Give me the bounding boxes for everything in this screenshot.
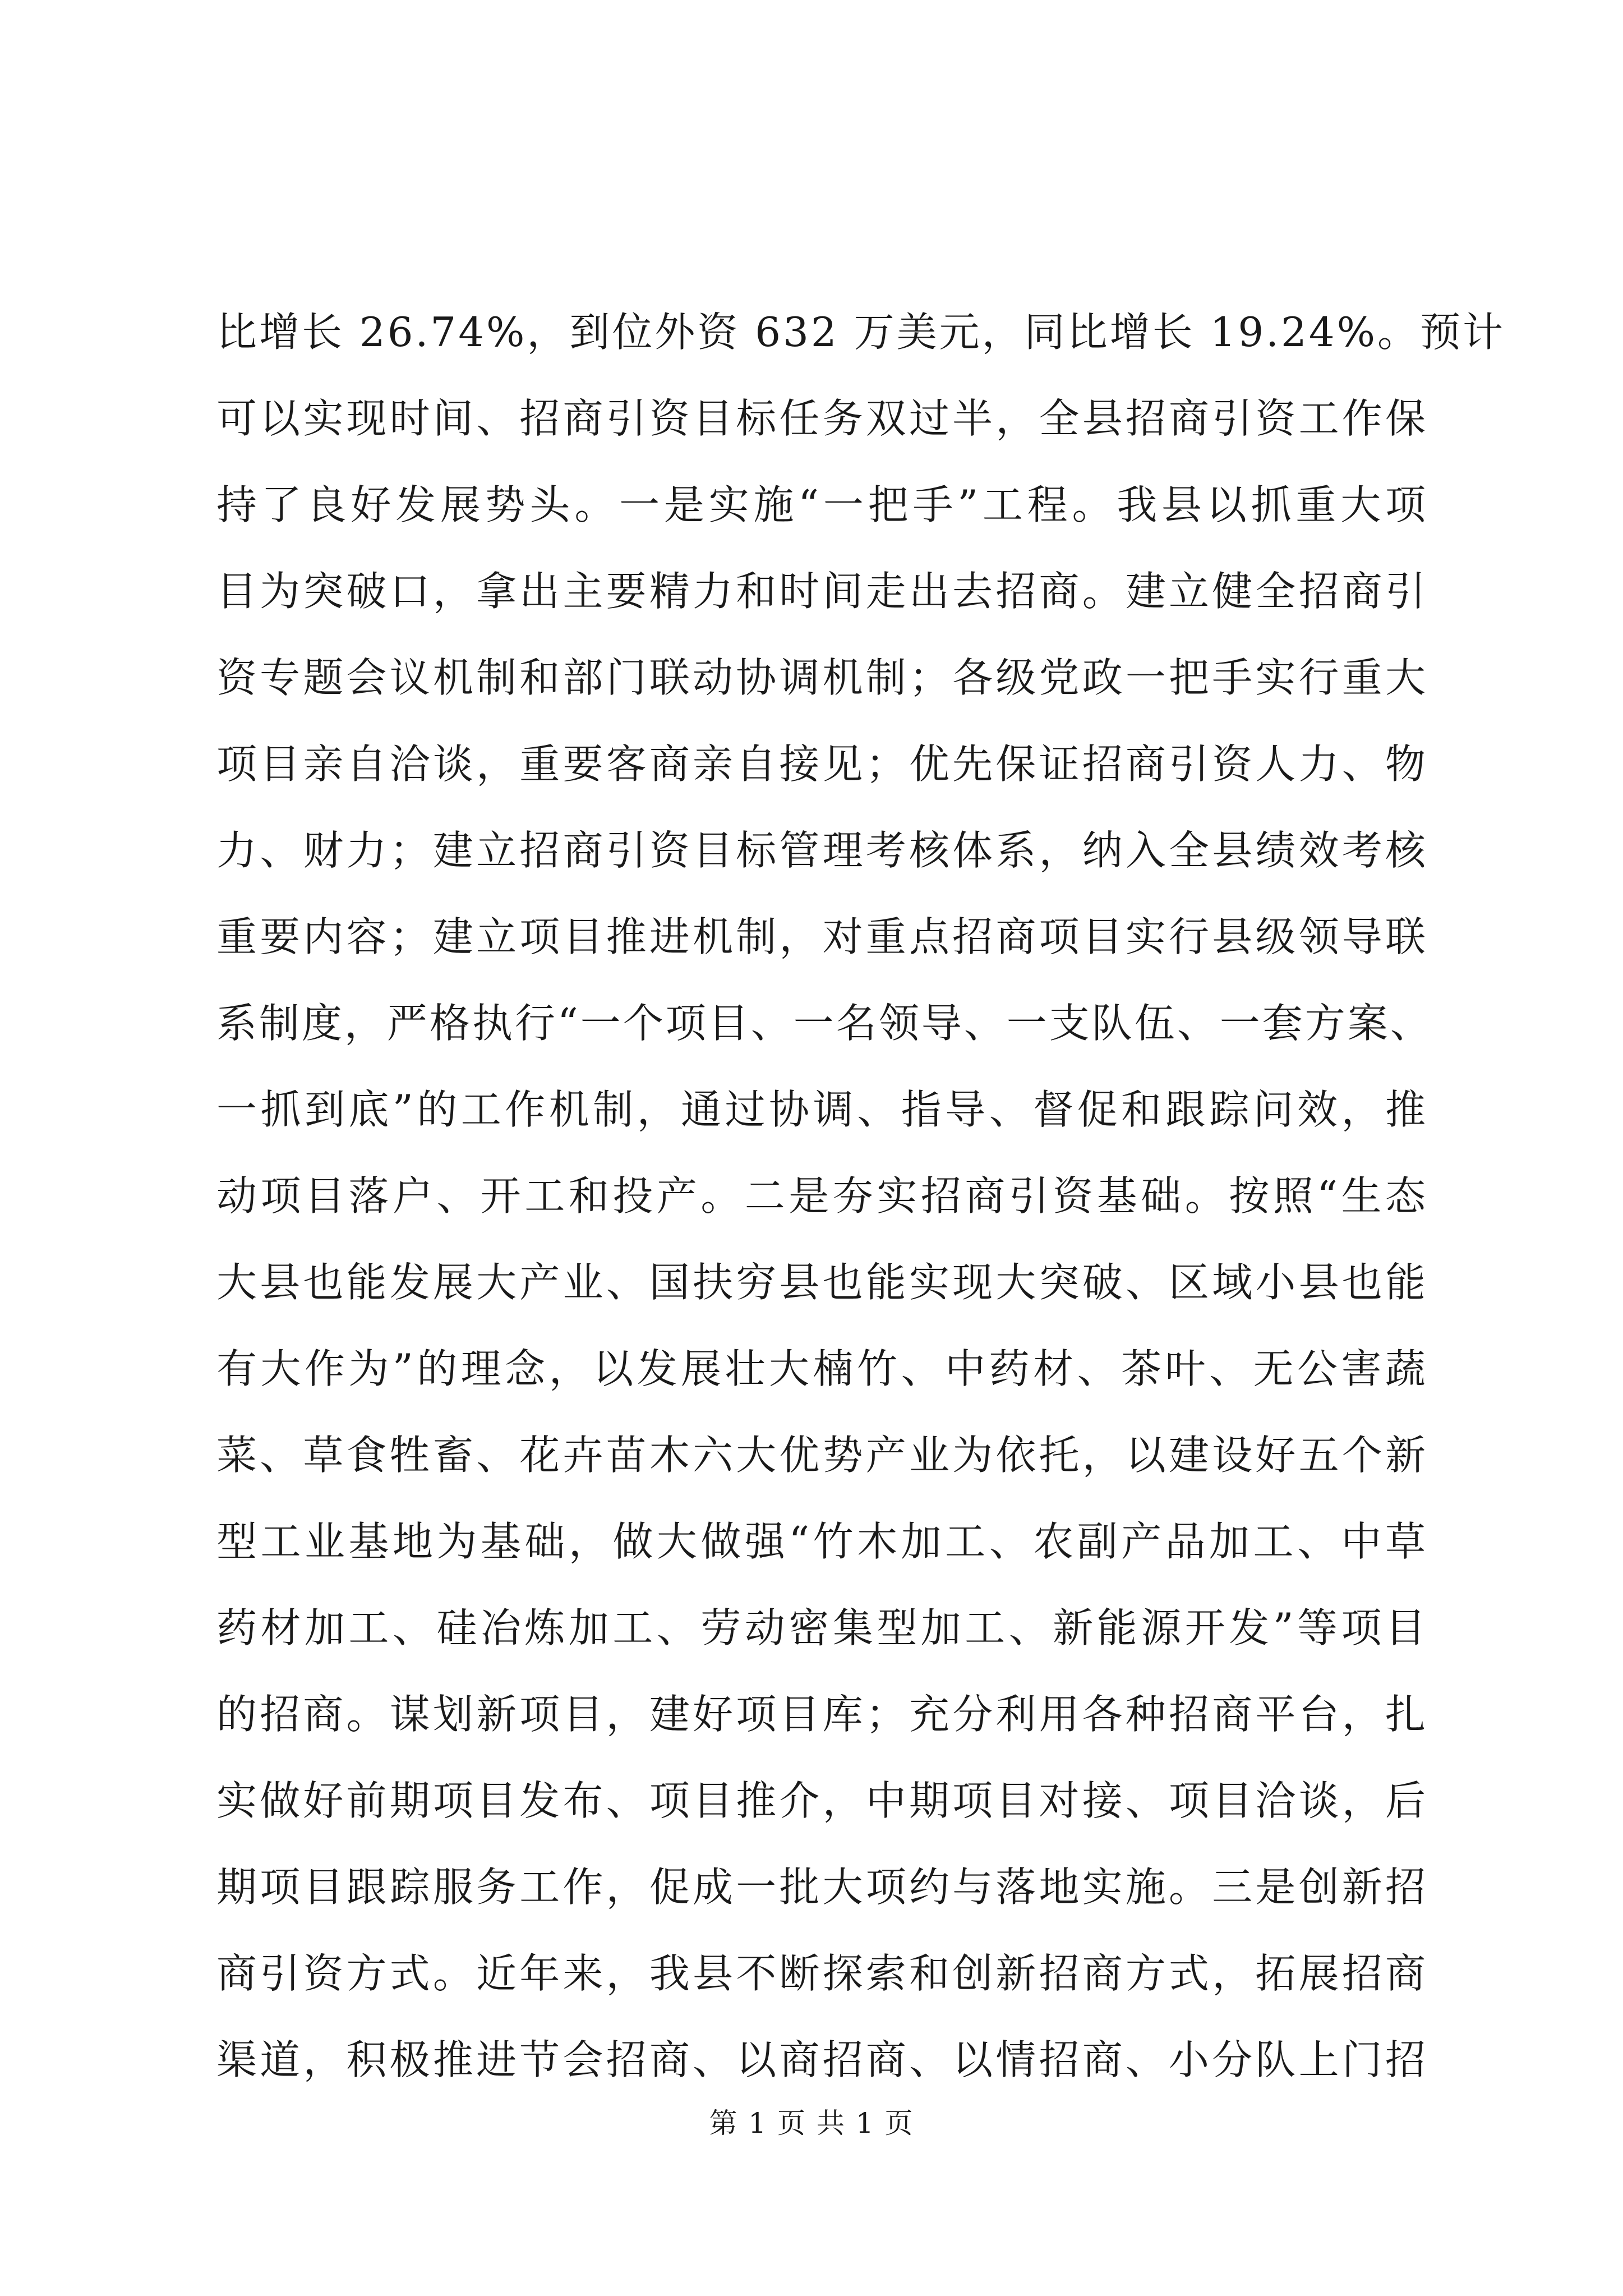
text-line: 的招商。谋划新项目，建好项目库；充分利用各种招商平台，扎 [216, 1691, 1428, 1738]
text-line: 目为突破口，拿出主要精力和时间走出去招商。建立健全招商引 [216, 568, 1428, 615]
text-line: 资专题会议机制和部门联动协调机制；各级党政一把手实行重大 [216, 654, 1428, 701]
page-footer: 第 1 页 共 1 页 [709, 2107, 914, 2139]
text-line: 动项目落户、开工和投产。二是夯实招商引资基础。按照“生态 [216, 1172, 1428, 1220]
text-line: 重要内容；建立项目推进机制，对重点招商项目实行县级领导联 [216, 913, 1428, 960]
text-line: 可以实现时间、招商引资目标任务双过半，全县招商引资工作保 [216, 395, 1428, 442]
body-paragraph [216, 289, 1506, 2103]
text-line: 药材加工、硅冶炼加工、劳动密集型加工、新能源开发”等项目 [216, 1604, 1428, 1651]
text-line: 期项目跟踪服务工作，促成一批大项约与落地实施。三是创新招 [216, 1864, 1428, 1911]
text-line: 实做好前期项目发布、项目推介，中期项目对接、项目洽谈，后 [216, 1777, 1428, 1824]
text-line: 大县也能发展大产业、国扶穷县也能实现大突破、区域小县也能 [216, 1259, 1428, 1306]
text-line: 一抓到底”的工作机制，通过协调、指导、督促和跟踪问效，推 [216, 1086, 1428, 1133]
text-line: 系制度，严格执行“一个项目、一名领导、一支队伍、一套方案、 [216, 1000, 1433, 1047]
text-line: 力、财力；建立招商引资目标管理考核体系，纳入全县绩效考核 [216, 827, 1428, 874]
text-line: 持了良好发展势头。一是实施“一把手”工程。我县以抓重大项 [216, 481, 1428, 528]
text-line: 项目亲自洽谈，重要客商亲自接见；优先保证招商引资人力、物 [216, 740, 1428, 788]
text-line: 型工业基地为基础，做大做强“竹木加工、农副产品加工、中草 [216, 1518, 1428, 1565]
text-line: 比增长 26.74%，到位外资 632 万美元，同比增长 19.24%。预计 [216, 309, 1506, 356]
text-line: 渠道，积极推进节会招商、以商招商、以情招商、小分队上门招 [216, 2036, 1428, 2083]
text-line: 商引资方式。近年来，我县不断探索和创新招商方式，拓展招商 [216, 1950, 1428, 1997]
text-line: 有大作为”的理念，以发展壮大楠竹、中药材、茶叶、无公害蔬 [216, 1345, 1428, 1392]
text-line: 菜、草食牲畜、花卉苗木六大优势产业为依托，以建设好五个新 [216, 1432, 1428, 1479]
